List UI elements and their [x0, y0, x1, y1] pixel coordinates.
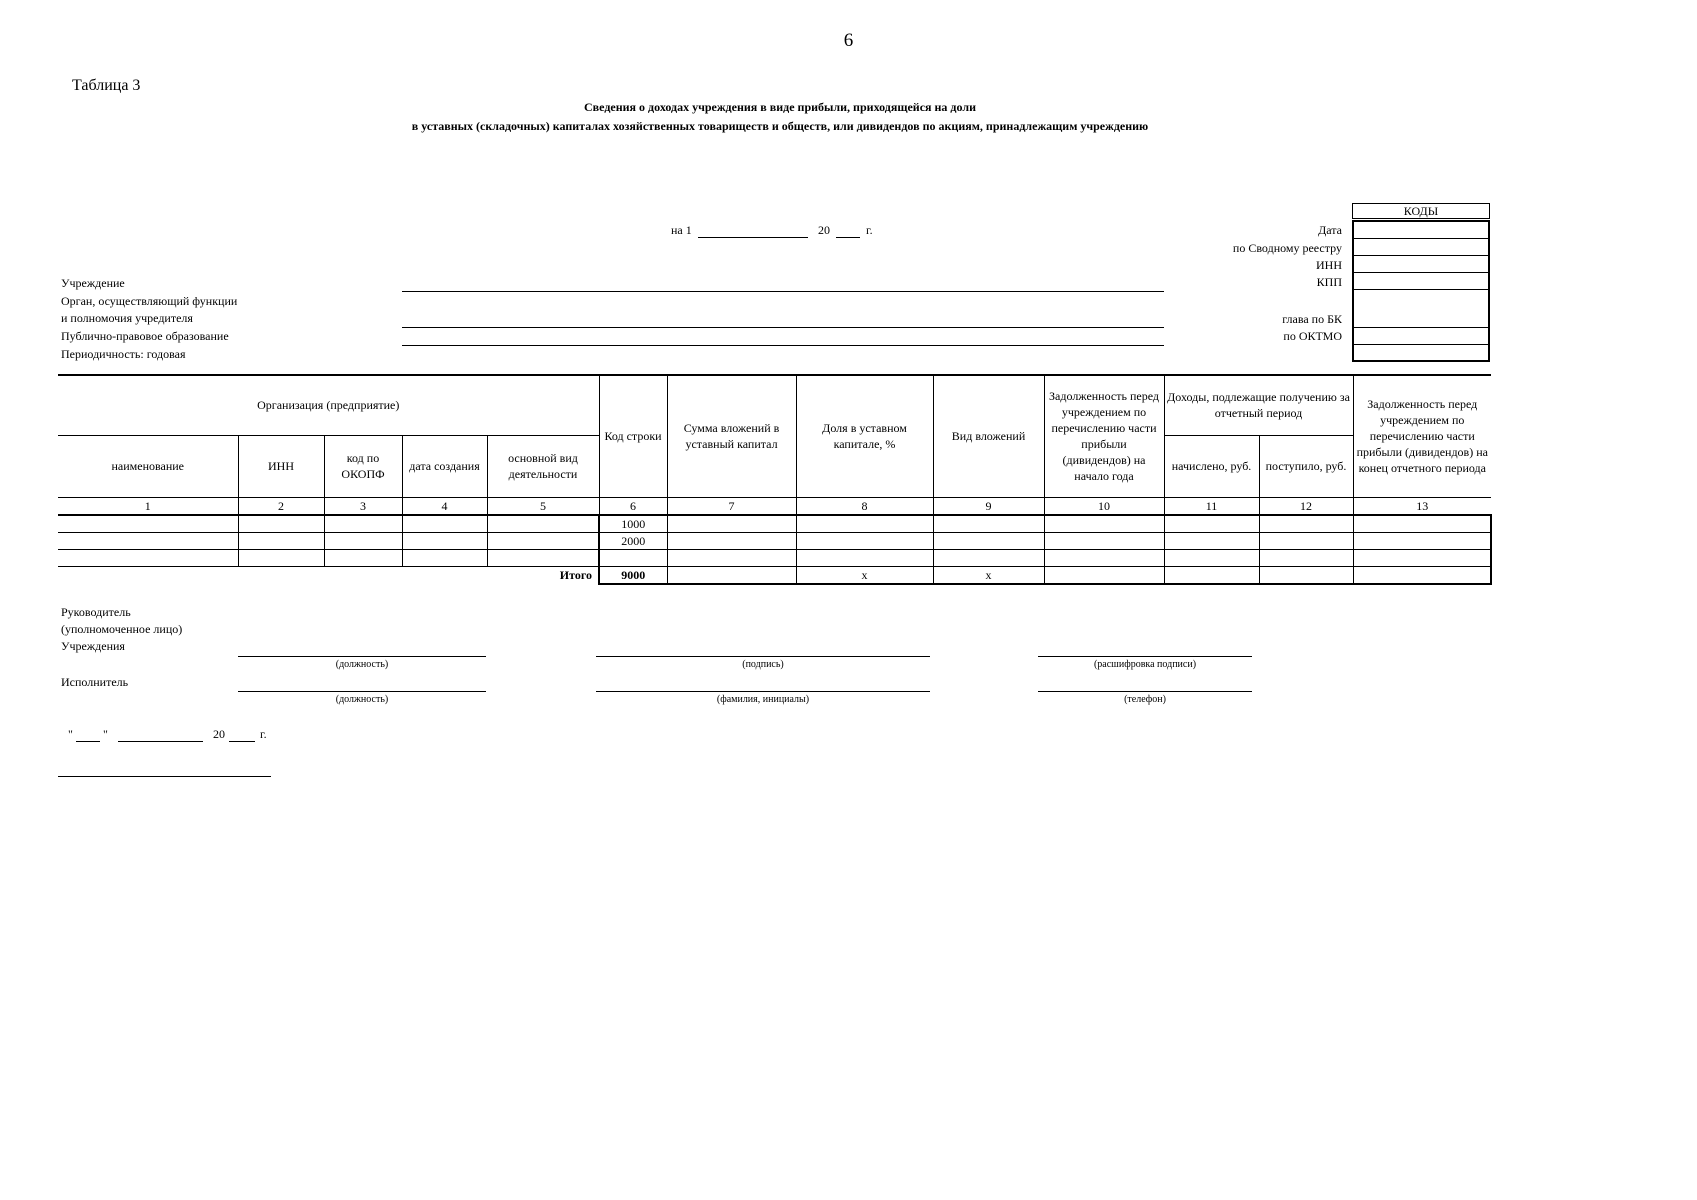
cell-activity[interactable] — [487, 515, 599, 533]
cell-type[interactable] — [933, 515, 1044, 533]
footer-quote-open: " — [68, 727, 73, 741]
footer-day-field[interactable] — [76, 741, 100, 742]
cell-inn[interactable] — [238, 549, 324, 566]
footnote-separator — [58, 776, 271, 777]
col-debt-start-header: Задолженность перед учреждением по перечислению части прибыли (дивидендов) на начало года — [1044, 375, 1164, 497]
caption-decode: (расшифровка подписи) — [1093, 659, 1197, 670]
col-created-header: дата создания — [402, 435, 487, 497]
date-prefix: на 1 — [671, 223, 692, 237]
cell-row-code — [599, 549, 667, 566]
cell-okopf[interactable] — [324, 515, 402, 533]
total-row — [58, 566, 1491, 584]
col-number: 1 — [58, 497, 238, 515]
head-position-field[interactable] — [238, 656, 486, 657]
codes-box — [1352, 220, 1490, 362]
caption-signature: (подпись) — [742, 659, 784, 670]
cell-received[interactable] — [1259, 532, 1353, 549]
date-day-month-field[interactable] — [698, 237, 808, 238]
total-debt-end[interactable] — [1353, 566, 1491, 584]
date-suffix: г. — [866, 223, 873, 237]
org-header: Организация (предприятие) — [58, 375, 599, 435]
col-debt-end-header: Задолженность перед учреждением по перечислению части прибыли (дивидендов) на конец отчетного периода — [1353, 375, 1491, 497]
codes-label-oktmo: по ОКТМО — [1283, 329, 1342, 343]
form-title-line-2: в уставных (складочных) капиталах хозяйственных товариществ и обществ, или дивидендов по акциям, принадлежащим учреждению — [411, 119, 1149, 133]
total-sum[interactable] — [667, 566, 796, 584]
col-number: 8 — [796, 497, 933, 515]
col-number: 5 — [487, 497, 599, 515]
total-accrued[interactable] — [1164, 566, 1259, 584]
cell-created[interactable] — [402, 549, 487, 566]
col-number: 12 — [1259, 497, 1353, 515]
table-label: Таблица 3 — [72, 77, 141, 94]
cell-okopf[interactable] — [324, 532, 402, 549]
table-row — [58, 515, 1491, 533]
cell-sum[interactable] — [667, 515, 796, 533]
cell-okopf[interactable] — [324, 549, 402, 566]
public-entity-field[interactable] — [402, 345, 1164, 346]
codes-label-date: Дата — [1318, 223, 1342, 237]
total-share: x — [796, 566, 933, 584]
col-number: 4 — [402, 497, 487, 515]
col-type-header: Вид вложений — [933, 375, 1044, 497]
cell-row-code: 1000 — [599, 515, 667, 533]
cell-name[interactable] — [58, 549, 238, 566]
codes-label-inn: ИНН — [1316, 258, 1342, 272]
caption-phone: (телефон) — [1124, 694, 1166, 705]
cell-debt-start[interactable] — [1044, 532, 1164, 549]
executor-name-field[interactable] — [596, 691, 930, 692]
col-number: 9 — [933, 497, 1044, 515]
organ-field[interactable] — [402, 327, 1164, 328]
total-debt-start[interactable] — [1044, 566, 1164, 584]
cell-debt-end[interactable] — [1353, 532, 1491, 549]
cell-sum[interactable] — [667, 549, 796, 566]
label-institution: Учреждение — [61, 276, 125, 290]
label-public-entity: Публично-правовое образование — [61, 329, 229, 343]
table-row — [58, 549, 1491, 566]
cell-share[interactable] — [796, 549, 933, 566]
total-received[interactable] — [1259, 566, 1353, 584]
cell-inn[interactable] — [238, 515, 324, 533]
total-label: Итого — [559, 568, 593, 582]
cell-name[interactable] — [58, 515, 238, 533]
executor-label: Исполнитель — [61, 675, 129, 689]
caption-name: (фамилия, инициалы) — [716, 694, 810, 705]
total-code: 9000 — [599, 566, 667, 584]
label-organ-line-2: и полномочия учредителя — [61, 311, 193, 325]
col-name-header: наименование — [58, 435, 238, 497]
cell-created[interactable] — [402, 532, 487, 549]
cell-debt-end[interactable] — [1353, 549, 1491, 566]
footer-year-prefix: 20 — [213, 727, 225, 741]
executor-phone-field[interactable] — [1038, 691, 1252, 692]
col-accrued-header: начислено, руб. — [1164, 435, 1259, 497]
col-okopf-header: код по ОКОПФ — [324, 435, 402, 497]
cell-accrued[interactable] — [1164, 532, 1259, 549]
col-number: 2 — [238, 497, 324, 515]
form-title-line-1: Сведения о доходах учреждения в виде прибыли, приходящейся на доли — [584, 100, 976, 114]
label-organ-line-1: Орган, осуществляющий функции — [61, 294, 238, 308]
cell-inn[interactable] — [238, 532, 324, 549]
income-table — [58, 374, 1492, 585]
institution-field[interactable] — [402, 291, 1164, 292]
cell-share[interactable] — [796, 532, 933, 549]
date-year-prefix: 20 — [818, 223, 830, 237]
head-label-line-2: (уполномоченное лицо) — [61, 622, 183, 636]
cell-accrued[interactable] — [1164, 549, 1259, 566]
cell-accrued[interactable] — [1164, 515, 1259, 533]
codes-label-bk: глава по БК — [1282, 312, 1342, 326]
cell-debt-end[interactable] — [1353, 515, 1491, 533]
col-number: 7 — [667, 497, 796, 515]
col-income-header: Доходы, подлежащие получению за отчетный период — [1164, 375, 1353, 435]
caption-position: (должность) — [335, 659, 389, 670]
codes-header: КОДЫ — [1352, 203, 1490, 219]
col-number: 10 — [1044, 497, 1164, 515]
footer-quote-close: " — [103, 727, 108, 741]
cell-received[interactable] — [1259, 515, 1353, 533]
col-number: 3 — [324, 497, 402, 515]
caption-position-2: (должность) — [335, 694, 389, 705]
codes-label-registry: по Сводному реестру — [1232, 241, 1342, 255]
cell-type[interactable] — [933, 549, 1044, 566]
head-label-line-1: Руководитель — [61, 605, 131, 619]
label-periodicity: Периодичность: годовая — [61, 347, 186, 361]
col-sum-header: Сумма вложений в уставный капитал — [667, 375, 796, 497]
cell-sum[interactable] — [667, 532, 796, 549]
cell-debt-start[interactable] — [1044, 515, 1164, 533]
footer-date-suffix: г. — [260, 727, 267, 741]
executor-position-field[interactable] — [238, 691, 486, 692]
date-year-field[interactable] — [836, 237, 860, 238]
footer-month-field[interactable] — [118, 741, 203, 742]
total-type: x — [933, 566, 1044, 584]
table-row — [58, 532, 1491, 549]
page-number: 6 — [843, 30, 854, 51]
cell-type[interactable] — [933, 532, 1044, 549]
head-decode-field[interactable] — [1038, 656, 1252, 657]
col-code-header: Код строки — [599, 375, 667, 497]
footer-year-field[interactable] — [229, 741, 255, 742]
col-received-header: поступило, руб. — [1259, 435, 1353, 497]
col-number: 11 — [1164, 497, 1259, 515]
cell-debt-start[interactable] — [1044, 549, 1164, 566]
cell-name[interactable] — [58, 532, 238, 549]
head-label-line-3: Учреждения — [61, 639, 125, 653]
codes-label-kpp: КПП — [1316, 275, 1342, 289]
head-signature-field[interactable] — [596, 656, 930, 657]
col-number: 13 — [1353, 497, 1491, 515]
cell-activity[interactable] — [487, 549, 599, 566]
cell-created[interactable] — [402, 515, 487, 533]
col-number: 6 — [599, 497, 667, 515]
cell-received[interactable] — [1259, 549, 1353, 566]
cell-row-code: 2000 — [599, 532, 667, 549]
col-inn-header: ИНН — [238, 435, 324, 497]
col-share-header: Доля в уставном капитале, % — [796, 375, 933, 497]
cell-share[interactable] — [796, 515, 933, 533]
cell-activity[interactable] — [487, 532, 599, 549]
col-activity-header: основной вид деятельности — [487, 435, 599, 497]
